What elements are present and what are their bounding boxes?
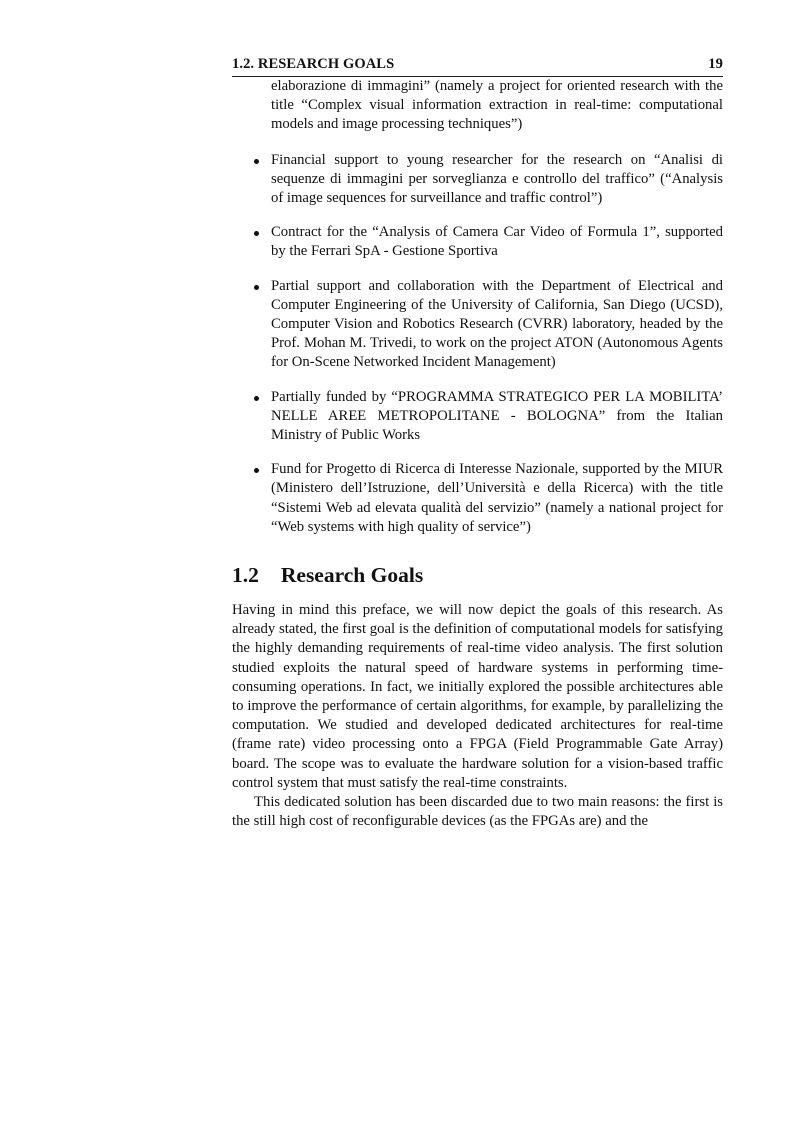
funding-list <box>232 151 723 537</box>
list-item-text: Financial support to young researcher for the research on “Analisi di sequenze di immagini per sorveglianza e controllo del traffico” (“Analysis of image sequences for surveillance and traffic control”) <box>271 151 723 207</box>
list-item-text: Fund for Progetto di Ricerca di Interesse Nazionale, supported by the MIUR (Ministero dell’Istruzione, dell’Università e della Ricerca) with the title “Sistemi Web ad elevata qualità del servizio” (namely a national project for “Web systems with high quality of service”) <box>271 461 723 535</box>
body-paragraph: Having in mind this preface, we will now depict the goals of this research. As already stated, the first goal is the definition of computational models for satisfying the highly demanding requirements of real-time video analysis. The first solution studied exploits the natural speed of hardware systems in performing time-consuming operations. In fact, we initially explored the possible architectures able to improve the performance of certain algorithms, for example, by parallelizing the computation. We studied and developed dedicated architectures for real-time (frame rate) video processing onto a FPGA (Field Programmable Gate Array) board. The scope was to evaluate the hardware solution for a vision-based traffic control system that must satisfy the real-time constraints. <box>232 602 723 791</box>
bullet-icon <box>254 231 259 236</box>
section-heading <box>232 563 723 588</box>
page-number: 19 <box>708 56 723 72</box>
body-paragraph: This dedicated solution has been discarded due to two main reasons: the first is the still high cost of reconfigurable devices (as the FPGAs are) and the <box>232 794 723 830</box>
list-item-text: Partially funded by “PROGRAMMA STRATEGICO PER LA MOBILITA’ NELLE AREE METROPOLITANE - BOLOGNA” from the Italian Ministry of Public Works <box>271 388 723 444</box>
section-title: Research Goals <box>280 563 424 588</box>
list-item-text: Contract for the “Analysis of Camera Car Video of Formula 1”, supported by the Ferrari SpA - Gestione Sportiva <box>271 224 723 260</box>
list-item <box>232 460 723 537</box>
bullet-icon <box>254 285 259 290</box>
header-section-title: 1.2. RESEARCH GOALS <box>232 56 395 72</box>
section-number: 1.2 <box>232 563 259 588</box>
bullet-icon <box>254 159 259 164</box>
list-item <box>232 223 723 261</box>
continuation-paragraph: elaborazione di immagini” (namely a project for oriented research with the title “Complex visual information extraction in real-time: computational models and image processing techniques”) <box>271 78 723 133</box>
list-item <box>232 277 723 373</box>
bullet-icon <box>254 396 259 401</box>
list-item <box>232 388 723 446</box>
list-item <box>232 151 723 209</box>
list-item-text: Partial support and collaboration with the Department of Electrical and Computer Engineering of the University of California, San Diego (UCSD), Computer Vision and Robotics Research (CVRR) laboratory, headed by the Prof. Mohan M. Trivedi, to work on the project ATON (Autonomous Agents for On-Scene Networked Incident Management) <box>271 277 723 371</box>
running-header <box>232 56 723 77</box>
document-page <box>232 56 723 832</box>
bullet-icon <box>254 468 259 473</box>
